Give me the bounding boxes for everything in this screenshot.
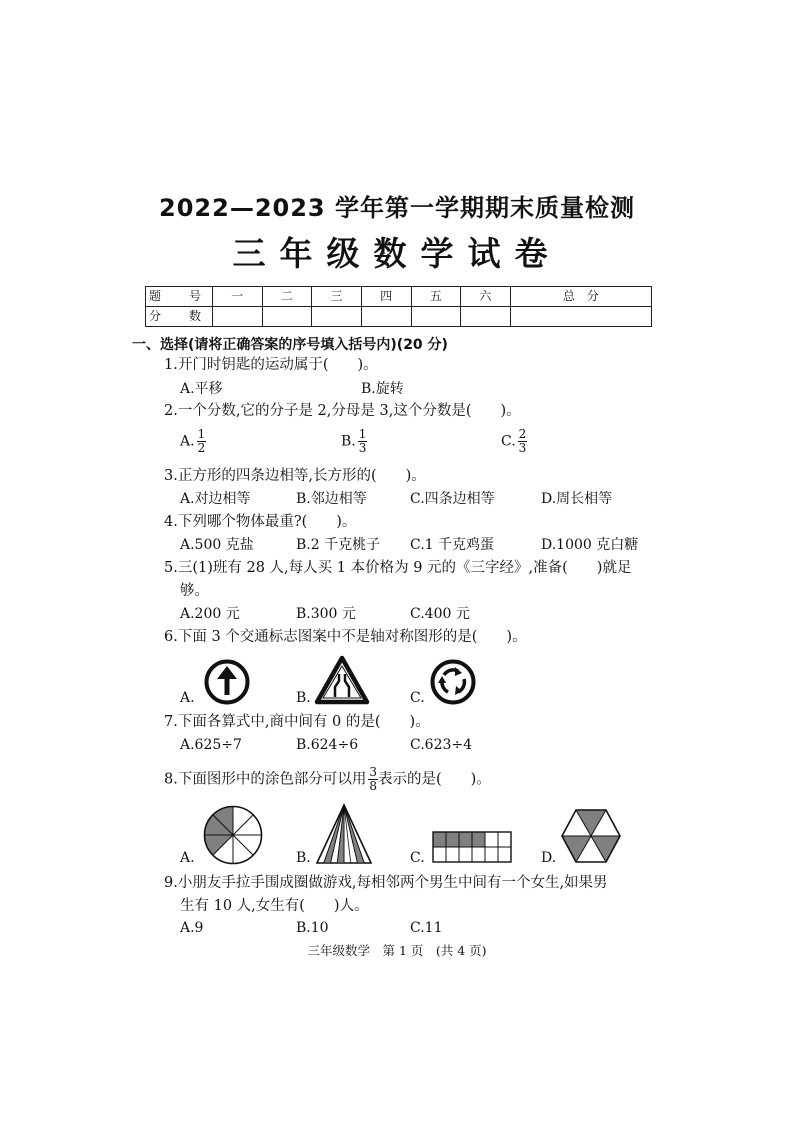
q3-option-a: A.对边相等 — [180, 491, 251, 507]
score-cell[interactable] — [262, 307, 312, 327]
exam-subtitle: 三年级数学试卷 — [232, 234, 562, 273]
q2-option-a-label: A. — [180, 433, 195, 450]
q9-option-a: A.9 — [180, 920, 204, 936]
q2-option-c-label: C. — [501, 433, 516, 450]
q7-option-b: B.624÷6 — [296, 737, 359, 753]
q3-option-b: B.邻边相等 — [296, 491, 367, 507]
exam-title: 2022—2023 学年第一学期期末质量检测 — [159, 194, 635, 222]
q7-option-a: A.625÷7 — [180, 737, 242, 753]
question-1: 1.开门时钥匙的运动属于( )。 — [164, 357, 378, 373]
question-9-cont: 生有 10 人,女生有( )人。 — [180, 898, 369, 914]
q8-option-a: A. — [180, 850, 195, 866]
q2-option-b — [341, 428, 367, 455]
score-table-row-items — [146, 287, 652, 307]
fraction-denominator: 3 — [518, 441, 527, 455]
q1-option-a: A.平移 — [180, 381, 223, 397]
question-7: 7.下面各算式中,商中间有 0 的是( )。 — [164, 714, 430, 730]
page-footer: 三年级数学 第 1 页 (共 4 页) — [307, 943, 487, 958]
q8-option-b: B. — [296, 850, 311, 866]
question-6: 6.下面 3 个交通标志图案中不是轴对称图形的是( )。 — [164, 629, 527, 645]
question-8 — [164, 766, 491, 793]
fraction-numerator: 3 — [369, 765, 377, 779]
question-4: 4.下列哪个物体最重?( )。 — [164, 514, 357, 530]
fraction-denominator: 3 — [358, 441, 367, 455]
score-table-col-2: 二 — [262, 287, 312, 307]
score-cell[interactable] — [312, 307, 362, 327]
road-narrows-triangle-icon — [314, 655, 370, 705]
q7-option-c: C.623÷4 — [410, 737, 473, 753]
q3-option-d: D.周长相等 — [541, 491, 613, 507]
fraction-denominator: 8 — [369, 779, 377, 793]
q6-option-c: C. — [410, 690, 425, 706]
score-cell[interactable] — [510, 307, 651, 327]
q6-option-b: B. — [296, 690, 311, 706]
score-table — [145, 286, 652, 327]
question-5-cont: 够。 — [180, 583, 209, 599]
q2-option-a-fraction — [197, 428, 207, 455]
question-8-fraction — [368, 766, 378, 793]
question-8-text-after: 表示的是( )。 — [377, 771, 491, 788]
fraction-denominator: 2 — [197, 441, 206, 455]
q5-option-c: C.400 元 — [410, 606, 470, 622]
score-table-col-total: 总 分 — [510, 287, 651, 307]
question-3: 3.正方形的四条边相等,长方形的( )。 — [164, 468, 426, 484]
score-cell[interactable] — [461, 307, 511, 327]
q5-option-a: A.200 元 — [180, 606, 240, 622]
q6-option-a: A. — [180, 690, 195, 706]
score-table-label-scores: 分 数 — [146, 307, 213, 327]
q3-option-c: C.四条边相等 — [410, 491, 495, 507]
q8-triangle-figure — [314, 803, 374, 865]
q9-option-c: C.11 — [410, 920, 443, 936]
score-table-col-4: 四 — [361, 287, 411, 307]
score-cell[interactable] — [361, 307, 411, 327]
q5-option-b: B.300 元 — [296, 606, 356, 622]
question-9: 9.小朋友手拉手围成圈做游戏,每相邻两个男生中间有一个女生,如果男 — [164, 875, 608, 891]
q4-option-b: B.2 千克桃子 — [296, 537, 381, 553]
q4-option-a: A.500 克盐 — [180, 537, 254, 553]
section-1-heading: 一、选择(请将正确答案的序号填入括号内)(20 分) — [132, 337, 448, 353]
fraction-numerator: 2 — [518, 427, 527, 441]
question-5: 5.三(1)班有 28 人,每人买 1 本价格为 9 元的《三字经》,准备( )就足 — [164, 560, 632, 576]
score-table-col-3: 三 — [312, 287, 362, 307]
q2-option-b-fraction — [358, 428, 368, 455]
score-table-row-scores — [146, 307, 652, 327]
fraction-numerator: 1 — [358, 427, 367, 441]
question-8-text-before: 8.下面图形中的涂色部分可以用 — [164, 771, 367, 788]
score-table-col-6: 六 — [461, 287, 511, 307]
q2-option-b-label: B. — [341, 433, 356, 450]
q4-option-c: C.1 千克鸡蛋 — [410, 537, 495, 553]
q2-option-c-fraction — [518, 428, 528, 455]
score-cell[interactable] — [411, 307, 461, 327]
q2-option-c — [501, 428, 527, 455]
score-cell[interactable] — [213, 307, 263, 327]
q2-option-a — [180, 428, 206, 455]
q8-circle-figure — [203, 805, 263, 865]
roundabout-sign-icon — [430, 659, 476, 705]
q9-option-b: B.10 — [296, 920, 329, 936]
q1-option-b: B.旋转 — [361, 381, 404, 397]
arrow-up-sign-icon — [204, 659, 250, 705]
q8-grid-figure — [432, 831, 512, 863]
q8-option-d: D. — [541, 850, 557, 866]
q8-option-c: C. — [410, 850, 425, 866]
q8-hexagon-figure — [561, 809, 621, 863]
score-table-label-items: 题 号 — [146, 287, 213, 307]
fraction-numerator: 1 — [197, 427, 206, 441]
q4-option-d: D.1000 克白糖 — [541, 537, 639, 553]
score-table-col-1: 一 — [213, 287, 263, 307]
score-table-col-5: 五 — [411, 287, 461, 307]
question-2: 2.一个分数,它的分子是 2,分母是 3,这个分数是( )。 — [164, 403, 521, 419]
